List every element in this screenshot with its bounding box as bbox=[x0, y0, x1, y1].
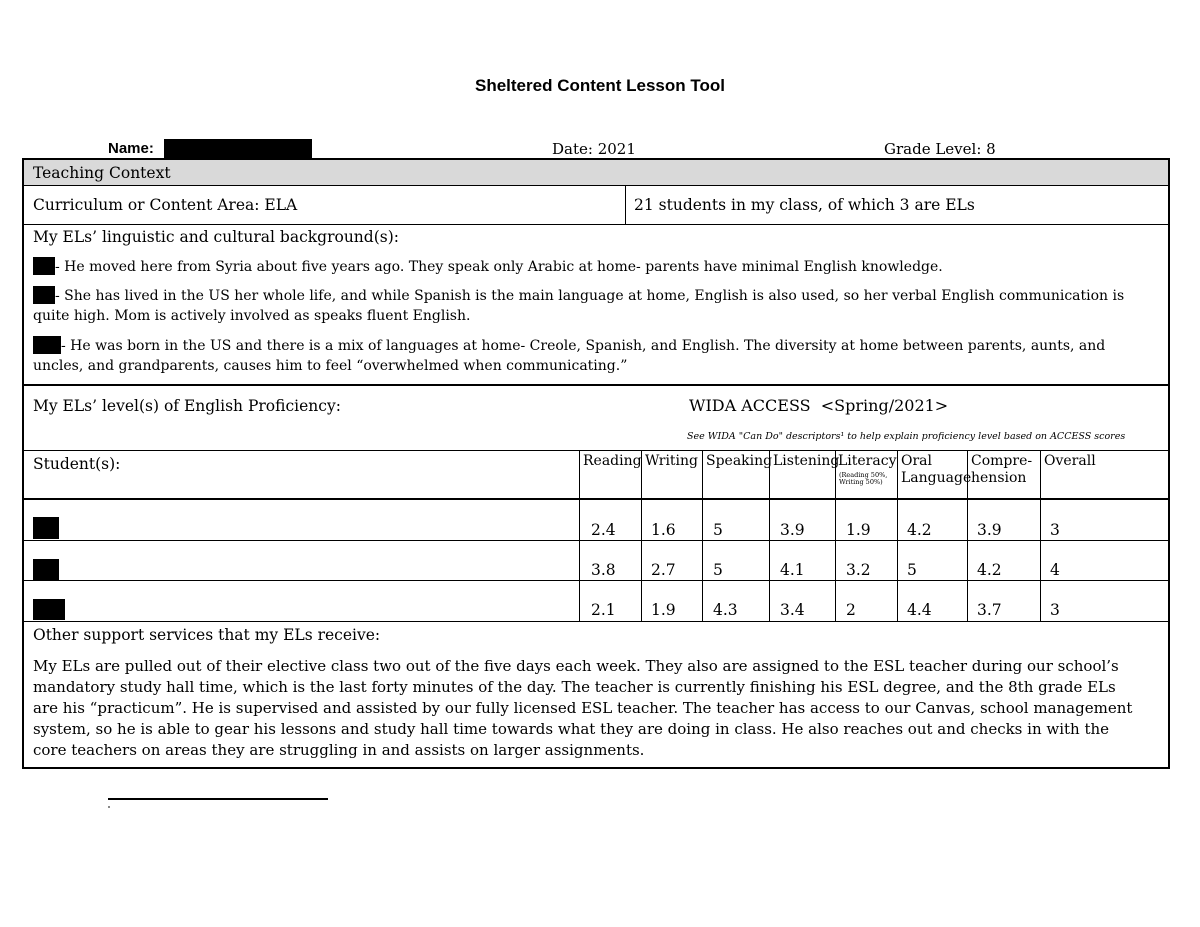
score-oral-language: 4.4 bbox=[907, 601, 932, 619]
score-literacy: 3.2 bbox=[846, 561, 871, 579]
wida-access-test: WIDA ACCESS <Spring/2021> bbox=[689, 396, 949, 415]
score-comprehension: 3.7 bbox=[977, 601, 1002, 619]
col-speaking: Speaking bbox=[706, 453, 773, 469]
background-text-cont: uncles, and grandparents, causes him to feel “overwhelmed when communicating.” bbox=[33, 358, 628, 374]
class-size: 21 students in my class, of which 3 are ELs bbox=[634, 196, 975, 214]
grade-level-label: Grade Level: 8 bbox=[884, 140, 996, 158]
date-label: Date: 2021 bbox=[552, 140, 636, 158]
score-listening: 4.1 bbox=[780, 561, 805, 579]
proficiency-label: My ELs’ level(s) of English Proficiency: bbox=[33, 397, 341, 415]
curriculum-area: Curriculum or Content Area: ELA bbox=[33, 196, 298, 214]
footnote-marker bbox=[108, 806, 110, 808]
redacted-student-name bbox=[33, 599, 65, 620]
support-services-text bbox=[33, 656, 1168, 761]
background-text-cont: quite high. Mom is actively involved as speaks fluent English. bbox=[33, 308, 471, 324]
redacted-student-name bbox=[33, 336, 61, 354]
teaching-context-header bbox=[24, 160, 1168, 186]
score-reading: 2.4 bbox=[591, 521, 616, 539]
literacy-sub-1: (Reading 50%, bbox=[839, 471, 888, 479]
score-overall: 4 bbox=[1050, 561, 1060, 579]
score-writing: 1.9 bbox=[651, 601, 676, 619]
col-overall: Overall bbox=[1044, 453, 1096, 469]
score-writing: 1.6 bbox=[651, 521, 676, 539]
redacted-student-name bbox=[33, 257, 55, 275]
students-header: Student(s): bbox=[33, 455, 121, 473]
col-listening: Listening bbox=[773, 453, 840, 469]
score-literacy: 2 bbox=[846, 601, 856, 619]
score-reading: 3.8 bbox=[591, 561, 616, 579]
name-label: Name: bbox=[108, 140, 154, 157]
col-writing: Writing bbox=[645, 453, 699, 469]
document-title: Sheltered Content Lesson Tool bbox=[475, 76, 725, 95]
literacy-weighting bbox=[839, 472, 887, 486]
background-label: My ELs’ linguistic and cultural background(s): bbox=[33, 228, 399, 246]
background-text: - He was born in the US and there is a mix of languages at home- Creole, Spanish, and English. The diversity at home between parents, aunts, and bbox=[61, 338, 1106, 354]
score-writing: 2.7 bbox=[651, 561, 676, 579]
col-comprehension-l1: Compre- bbox=[971, 453, 1033, 469]
background-text: - He moved here from Syria about five years ago. They speak only Arabic at home- parents have minimal English knowledge. bbox=[55, 259, 943, 275]
score-overall: 3 bbox=[1050, 521, 1060, 539]
col-literacy: Literacy bbox=[838, 453, 897, 469]
support-line: My ELs are pulled out of their elective class two out of the five days each week. They also are assigned to the ESL teacher during our school’s bbox=[33, 657, 1119, 675]
col-oral-language-l2: Language bbox=[901, 470, 972, 486]
score-oral-language: 5 bbox=[907, 561, 917, 579]
score-listening: 3.9 bbox=[780, 521, 805, 539]
col-oral-language bbox=[901, 453, 971, 487]
background-text: - She has lived in the US her whole life, and while Spanish is the main language at home, English is also used, so her verbal English communication is bbox=[55, 288, 1125, 304]
score-overall: 3 bbox=[1050, 601, 1060, 619]
score-speaking: 4.3 bbox=[713, 601, 738, 619]
col-oral-language-l1: Oral bbox=[901, 453, 932, 469]
col-reading: Reading bbox=[583, 453, 642, 469]
score-comprehension: 3.9 bbox=[977, 521, 1002, 539]
redacted-student-name bbox=[33, 517, 59, 539]
score-literacy: 1.9 bbox=[846, 521, 871, 539]
teaching-context-title: Teaching Context bbox=[33, 164, 171, 182]
support-line: core teachers on areas they are struggling in and assists on larger assignments. bbox=[33, 741, 645, 759]
student-background-1 bbox=[33, 257, 1163, 277]
redacted-name bbox=[164, 139, 312, 159]
score-speaking: 5 bbox=[713, 561, 723, 579]
redacted-student-name bbox=[33, 286, 55, 304]
literacy-sub-2: Writing 50%) bbox=[839, 478, 883, 486]
student-background-2 bbox=[33, 286, 1163, 326]
lesson-tool-table bbox=[22, 158, 1170, 769]
footnote-separator bbox=[108, 798, 328, 800]
student-background-3 bbox=[33, 336, 1163, 376]
col-comprehension-l2: hension bbox=[971, 470, 1027, 486]
score-speaking: 5 bbox=[713, 521, 723, 539]
support-line: are his “practicum”. He is supervised and assisted by our fully licensed ESL teacher. The teacher has access to our Canvas, school management bbox=[33, 699, 1133, 717]
support-line: system, so he is able to gear his lessons and study hall time towards what they are doing in class. He also reaches out and checks in with the bbox=[33, 720, 1110, 738]
col-comprehension bbox=[971, 453, 1032, 487]
score-oral-language: 4.2 bbox=[907, 521, 932, 539]
wida-note: See WIDA "Can Do" descriptors¹ to help explain proficiency level based on ACCESS scores bbox=[687, 431, 1126, 442]
score-reading: 2.1 bbox=[591, 601, 616, 619]
score-comprehension: 4.2 bbox=[977, 561, 1002, 579]
support-line: mandatory study hall time, which is the last forty minutes of the day. The teacher is currently finishing his ESL degree, and the 8th grade ELs bbox=[33, 678, 1116, 696]
redacted-student-name bbox=[33, 559, 59, 580]
support-services-label: Other support services that my ELs receive: bbox=[33, 626, 381, 644]
score-listening: 3.4 bbox=[780, 601, 805, 619]
